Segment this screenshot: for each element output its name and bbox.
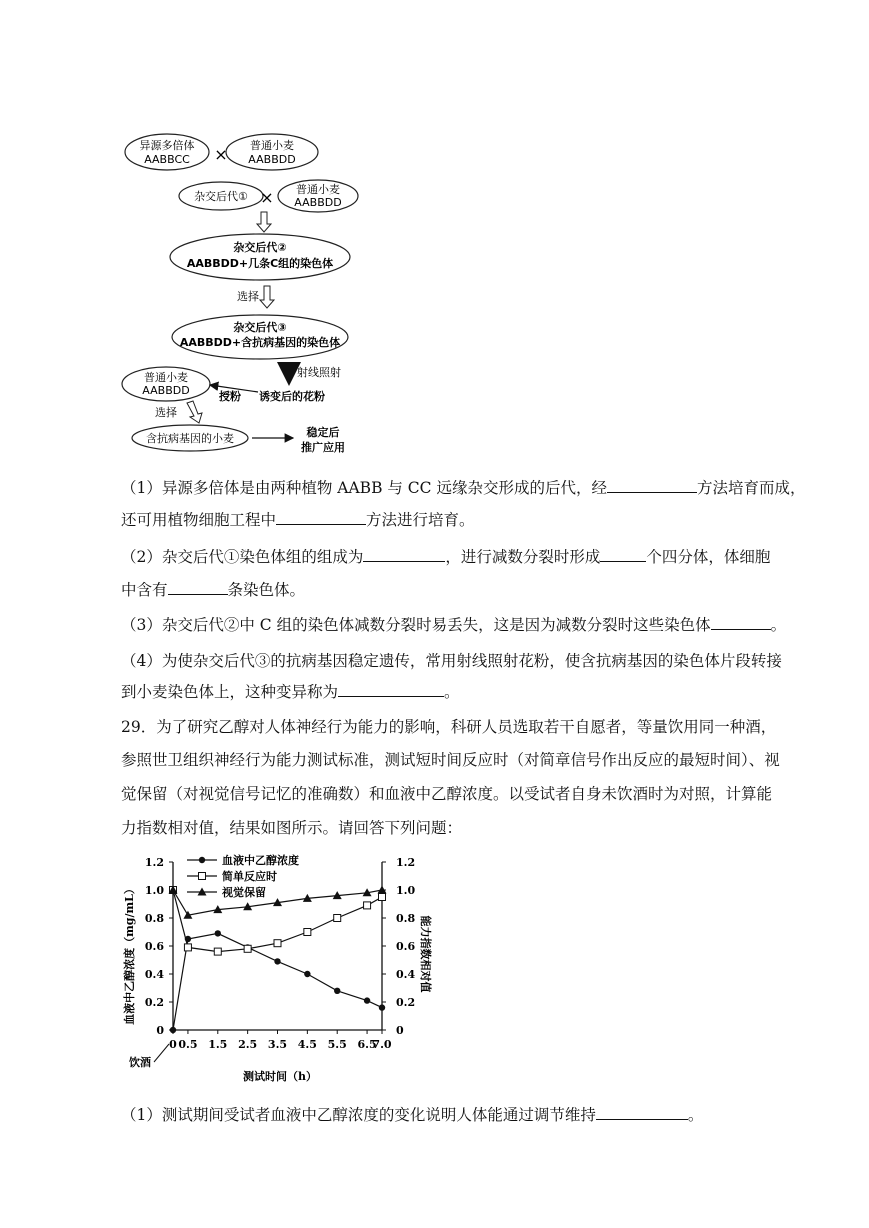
x-tick-label: 4.5 [297,1038,317,1051]
x-tick-label: 3.5 [267,1038,288,1051]
q28-part4-line1: （4）为使杂交后代③的抗病基因稳定遗传，常用射线照射花粉，使含抗病基因的染色体片段转接 [121,652,782,670]
chart-axes [145,856,416,1062]
chart-series [169,886,387,1034]
drinking-annotation-arrow [154,1044,169,1062]
radiation-label: 射线照射 [297,366,341,379]
right-tick-label: 0.8 [396,912,416,925]
data-point [364,997,370,1003]
q29-stem-line4: 力指数相对值，结果如图所示。请回答下列问题： [121,819,463,837]
right-tick-label: 1.0 [396,884,416,897]
x-tick-label: 1.5 [208,1038,228,1051]
q28-part2-line1: （2）杂交后代①染色体组的组成为 ，进行减数分裂时形成 个四分体，体细胞 [121,548,771,566]
q29-stem-line1: 29．为了研究乙醇对人体神经行为能力的影响，科研人员选取若干自愿者，等量饮用同一种酒， [121,718,777,736]
final-label-line2: 推广应用 [301,441,345,454]
box7-line2: AABBDD [142,384,190,397]
pollination-label: 授粉 [219,390,241,403]
ethanol-line-chart [110,848,430,1088]
x-tick-label: 7.0 [372,1038,392,1051]
box5-line2: AABBDD+几条C组的染色体 [186,257,334,270]
box4-line2: AABBDD [294,196,342,209]
data-point [184,944,191,951]
data-point [379,894,386,901]
q28-part1-line2: 还可用植物细胞工程中 方法进行培育。 [121,511,475,529]
legend-label: 视觉保留 [222,886,266,899]
data-point [334,915,341,922]
q29-part1: （1）测试期间受试者血液中乙醇浓度的变化说明人体能通过调节维持 。 [121,1106,704,1124]
data-point [215,930,221,936]
q28-part4-line2: 到小麦染色体上，这种变异称为 。 [121,683,460,701]
hollow-arrow-down-1 [257,212,271,232]
left-tick-label: 0 [156,1024,164,1037]
legend-marker [199,873,206,880]
q28-part1-line1: （1）异源多倍体是由两种植物 AABB 与 CC 远缘杂交形成的后代，经 方法培育而成， [121,479,806,497]
final-label-line1: 稳定后 [306,426,340,439]
box2-line2: AABBDD [248,153,296,166]
x-axis-label: 测试时间（h） [243,1070,317,1083]
data-point [244,945,251,952]
chart-legend [187,853,299,899]
box4-line1: 普通小麦 [296,183,340,196]
series-line [173,933,382,1030]
left-tick-label: 1.2 [144,856,164,869]
box7-line1: 普通小麦 [144,371,188,384]
box6-line2: AABBDD+含抗病基因的染色体 [179,336,341,349]
left-tick-label: 0.4 [144,968,164,981]
left-tick-label: 0.6 [144,940,164,953]
data-point [364,902,371,909]
answer-blank [338,682,444,697]
x-tick-label: 2.5 [238,1038,258,1051]
data-point [304,929,311,936]
left-tick-label: 1.0 [144,884,164,897]
box1-line1: 异源多倍体 [139,139,195,152]
answer-blank [168,580,228,595]
box8-label: 含抗病基因的小麦 [146,432,234,445]
left-tick-label: 0.2 [144,996,164,1009]
left-tick-label: 0.8 [144,912,164,925]
box2-line1: 普通小麦 [250,139,294,152]
right-tick-label: 0.4 [396,968,416,981]
legend-marker [199,857,205,863]
answer-blank [607,478,697,493]
box6-line1: 杂交后代③ [233,321,287,334]
data-point [214,948,221,955]
cross-symbol-2: × [260,188,274,207]
data-point [274,940,281,947]
q28-part2-line2: 中含有 条染色体。 [121,581,306,599]
answer-blank [600,547,646,562]
box1-line2: AABBCC [144,153,190,166]
answer-blank [276,510,366,525]
q29-stem-line2: 参照世卫组织神经行为能力测试标准，测试短时间反应时（对简章信号作出反应的最短时间）、视 [121,751,780,769]
hollow-arrow-down-3 [187,401,202,423]
data-point [379,1004,385,1010]
legend-label: 血液中乙醇浓度 [222,854,299,867]
data-point [170,1027,176,1033]
data-point [334,988,340,994]
drinking-annotation: 饮酒 [129,1056,151,1069]
cross-symbol-1: × [214,145,228,164]
select-label-2: 选择 [155,406,177,419]
x-tick-label: 0.5 [178,1038,198,1051]
breeding-flow-diagram [0,0,869,470]
answer-blank [596,1105,688,1120]
x-tick-label: 5.5 [327,1038,347,1051]
data-point [304,971,310,977]
answer-blank [711,615,771,630]
right-tick-label: 0 [396,1024,404,1037]
select-label-1: 选择 [237,290,259,303]
q29-stem-line3: 觉保留（对视觉信号记忆的准确数）和血液中乙醇浓度。以受试者自身未饮酒时为对照，计算能 [121,785,773,803]
legend-label: 简单反应时 [222,870,277,883]
hollow-arrow-down-2 [260,286,274,308]
right-axis-label: 能力指数相对值 [419,915,432,993]
right-tick-label: 0.6 [396,940,416,953]
data-point [274,958,280,964]
mutated-pollen-label: 诱变后的花粉 [259,390,325,403]
q28-part3: （3）杂交后代②中 C 组的染色体减数分裂时易丢失，这是因为减数分裂时这些染色体 。 [121,616,787,634]
right-tick-label: 1.2 [396,856,416,869]
answer-blank [363,547,445,562]
left-axis-label: 血液中乙醇浓度（mg/mL） [123,883,136,1025]
box5-line1: 杂交后代② [233,241,287,254]
box3-label: 杂交后代① [194,190,248,203]
right-tick-label: 0.2 [396,996,416,1009]
x-tick-label: 0 [169,1038,177,1051]
x-tick-label: 6.5 [357,1038,377,1051]
